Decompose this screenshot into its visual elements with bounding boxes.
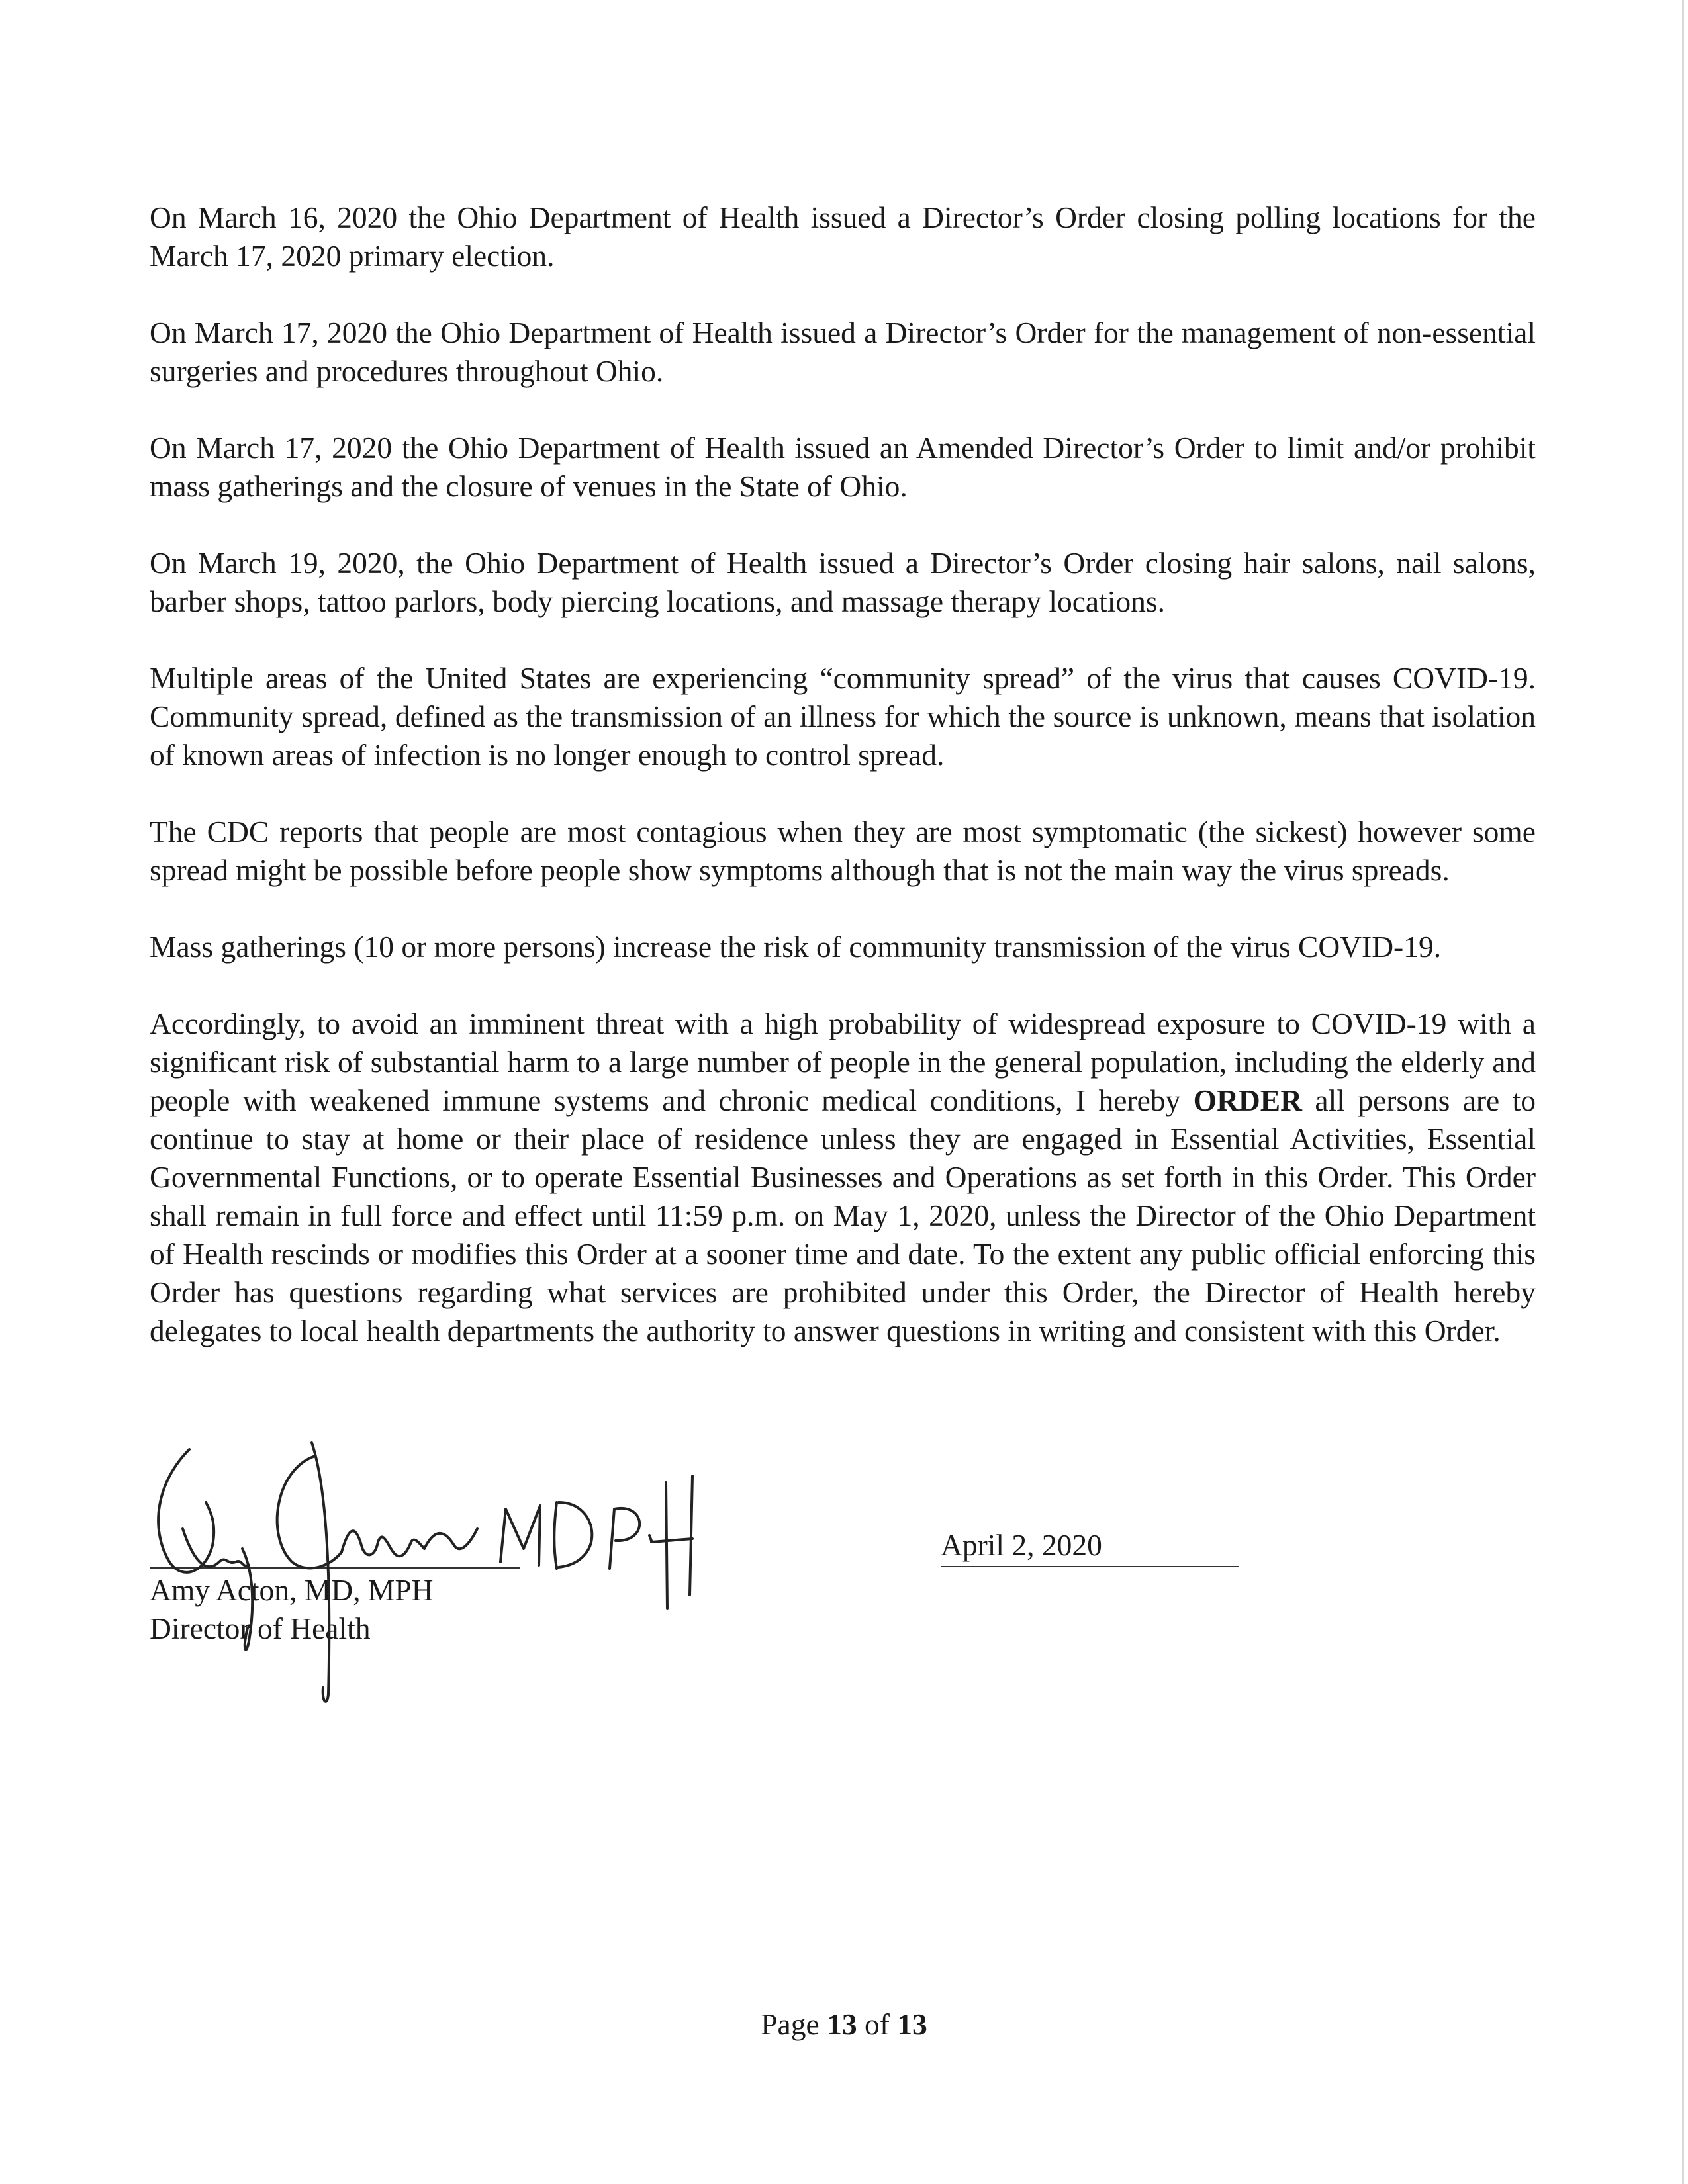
document-body [150,199,1536,1388]
signature-block [150,1482,1536,1681]
footer-current-page: 13 [827,2007,857,2041]
page-footer [0,2005,1688,2044]
signer-name: Amy Acton, MD, MPH [150,1573,434,1607]
paragraph-community-spread: Multiple areas of the United States are experiencing “community spread” of the virus that causes COVID-19. Community spread, defined as the transmission of an illness for which the source is unknown, means that isolation of known areas of infection is no longer enough to control spread. [150,661,1536,772]
signature-date: April 2, 2020 [941,1526,1239,1567]
order-text-before: Accordingly, to avoid an imminent threat with a high probability of widespread exposure to COVID-19 with a significant risk of substantial harm to a large number of people in the general population, including the elderly and people with weakened immune systems and chronic medical conditions, I hereby [150,1007,1536,1117]
paragraph-polling-order: On March 16, 2020 the Ohio Department of Health issued a Director’s Order closing polling locations for the March 17, 2020 primary election. [150,201,1536,273]
page-edge-line [1682,0,1684,2184]
paragraph-order [150,1005,1536,1350]
order-keyword: ORDER [1193,1083,1302,1117]
paragraph-salons-order: On March 19, 2020, the Ohio Department of Health issued a Director’s Order closing hair salons, nail salons, barber shops, tattoo parlors, body piercing locations, and massage therapy locations. [150,546,1536,618]
signer-title: Director of Health [150,1612,371,1645]
paragraph-mass-gatherings-risk: Mass gatherings (10 or more persons) increase the risk of community transmission of the virus COVID-19. [150,930,1442,964]
footer-prefix: Page [761,2007,827,2041]
footer-middle: of [857,2007,898,2041]
paragraph-mass-gatherings-order: On March 17, 2020 the Ohio Department of Health issued an Amended Director’s Order to limit and/or prohibit mass gatherings and the closure of venues in the State of Ohio. [150,431,1536,503]
paragraph-surgeries-order: On March 17, 2020 the Ohio Department of Health issued a Director’s Order for the management of non-essential surgeries and procedures throughout Ohio. [150,316,1536,388]
paragraph-cdc-contagious: The CDC reports that people are most contagious when they are most symptomatic (the sickest) however some spread might be possible before people show symptoms although that is not the main way the virus spreads. [150,815,1536,887]
footer-total-pages: 13 [897,2007,927,2041]
handwritten-signature [143,1430,659,1707]
order-text-after: all persons are to continue to stay at home or their place of residence unless they are engaged in Essential Activities, Essential Governmental Functions, or to operate Essential Businesses and Operations as set forth in this Order. This Order shall remain in full force and effect until 11:59 p.m. on May 1, 2020, unless the Director of the Ohio Department of Health rescinds or modifies this Order at a sooner time and date. To the extent any public official enforcing this Order has questions regarding what services are prohibited under this Order, the Director of Health hereby delegates to local health departments the authority to answer questions in writing and consistent with this Order. [150,1083,1536,1347]
